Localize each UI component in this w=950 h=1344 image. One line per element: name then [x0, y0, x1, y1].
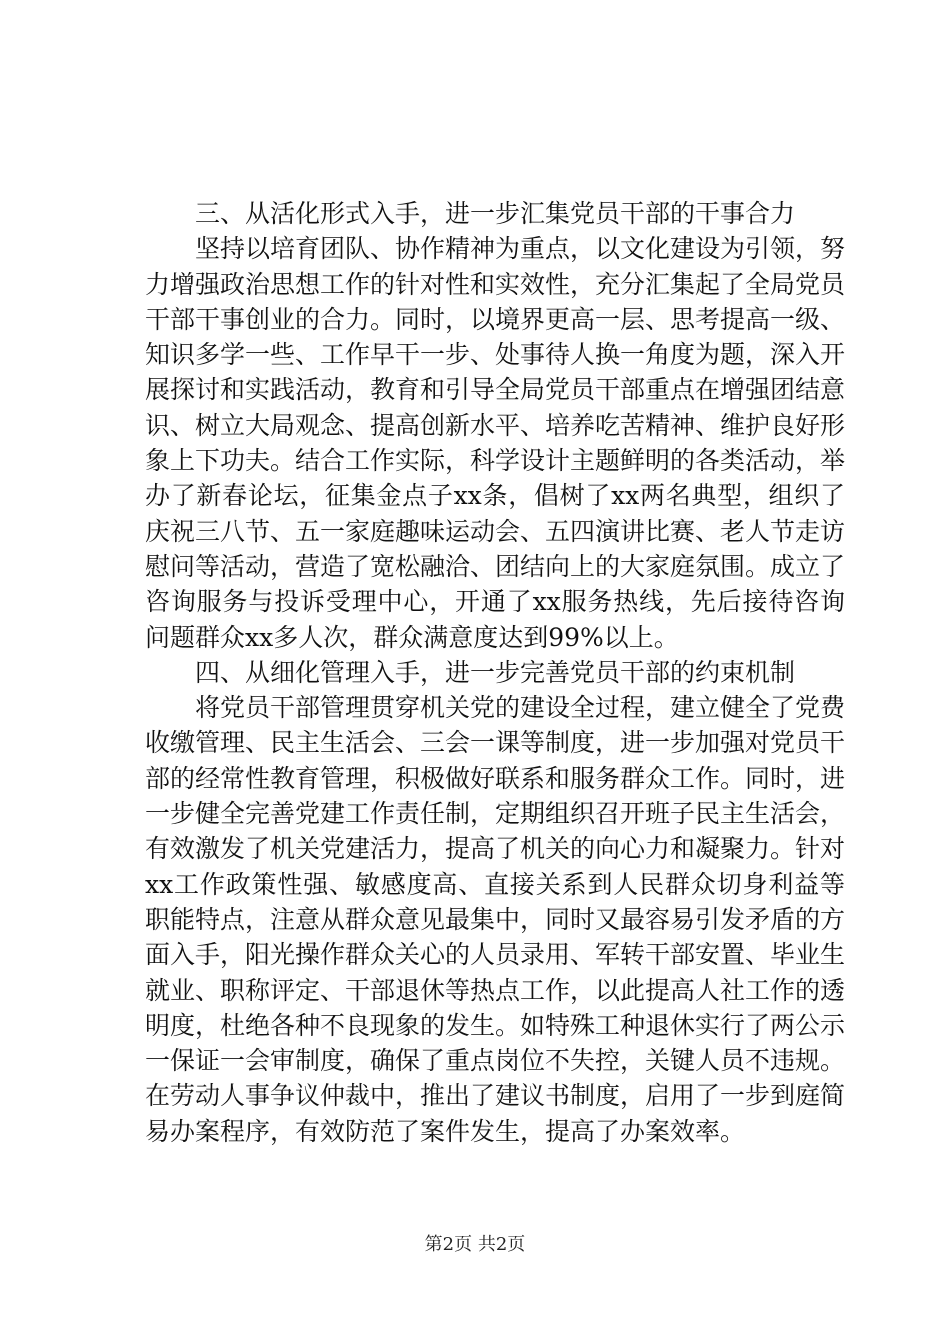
document-body	[145, 196, 845, 1149]
page-number-label: 第2页 共2页	[424, 1234, 526, 1255]
section-heading: 四、从细化管理入手，进一步完善党员干部的约束机制	[195, 657, 796, 687]
section-paragraph: 将党员干部管理贯穿机关党的建设全过程，建立健全了党费收缴管理、民主生活会、三会一课等制度，进一步加强对党员干部的经常性教育管理，积极做好联系和服务群众工作。同时，进一步健全完善党建工作责任制，定期组织召开班子民主生活会，有效激发了机关党建活力，提高了机关的向心力和凝聚力。针对xx工作政策性强、敏感度高、直接关系到人民群众切身利益等职能特点，注意从群众意见最集中，同时又最容易引发矛盾的方面入手，阳光操作群众关心的人员录用、军转干部安置、毕业生就业、职称评定、干部退休等热点工作，以此提高人社工作的透明度，杜绝各种不良现象的发生。如特殊工种退休实行了两公示一保证一会审制度，确保了重点岗位不失控，关键人员不违规。在劳动人事争议仲裁中，推出了建议书制度，启用了一步到庭简易办案程序，有效防范了案件发生，提高了办案效率。	[145, 693, 846, 1146]
section-paragraph: 坚持以培育团队、协作精神为重点，以文化建设为引领，努力增强政治思想工作的针对性和实效性，充分汇集起了全局党员干部干事创业的合力。同时，以境界更高一层、思考提高一级、知识多学一些、工作早干一步、处事待人换一角度为题，深入开展探讨和实践活动，教育和引导全局党员干部重点在增强团结意识、树立大局观念、提高创新水平、培养吃苦精神、维护良好形象上下功夫。结合工作实际，科学设计主题鲜明的各类活动，举办了新春论坛，征集金点子xx条，倡树了xx两名典型，组织了庆祝三八节、五一家庭趣味运动会、五四演讲比赛、老人节走访慰问等活动，营造了宽松融洽、团结向上的大家庭氛围。成立了咨询服务与投诉受理中心，开通了xx服务热线，先后接待咨询问题群众xx多人次，群众满意度达到99%以上。	[145, 234, 846, 652]
page-footer	[0, 1230, 950, 1256]
section-heading: 三、从活化形式入手，进一步汇集党员干部的干事合力	[195, 199, 796, 228]
